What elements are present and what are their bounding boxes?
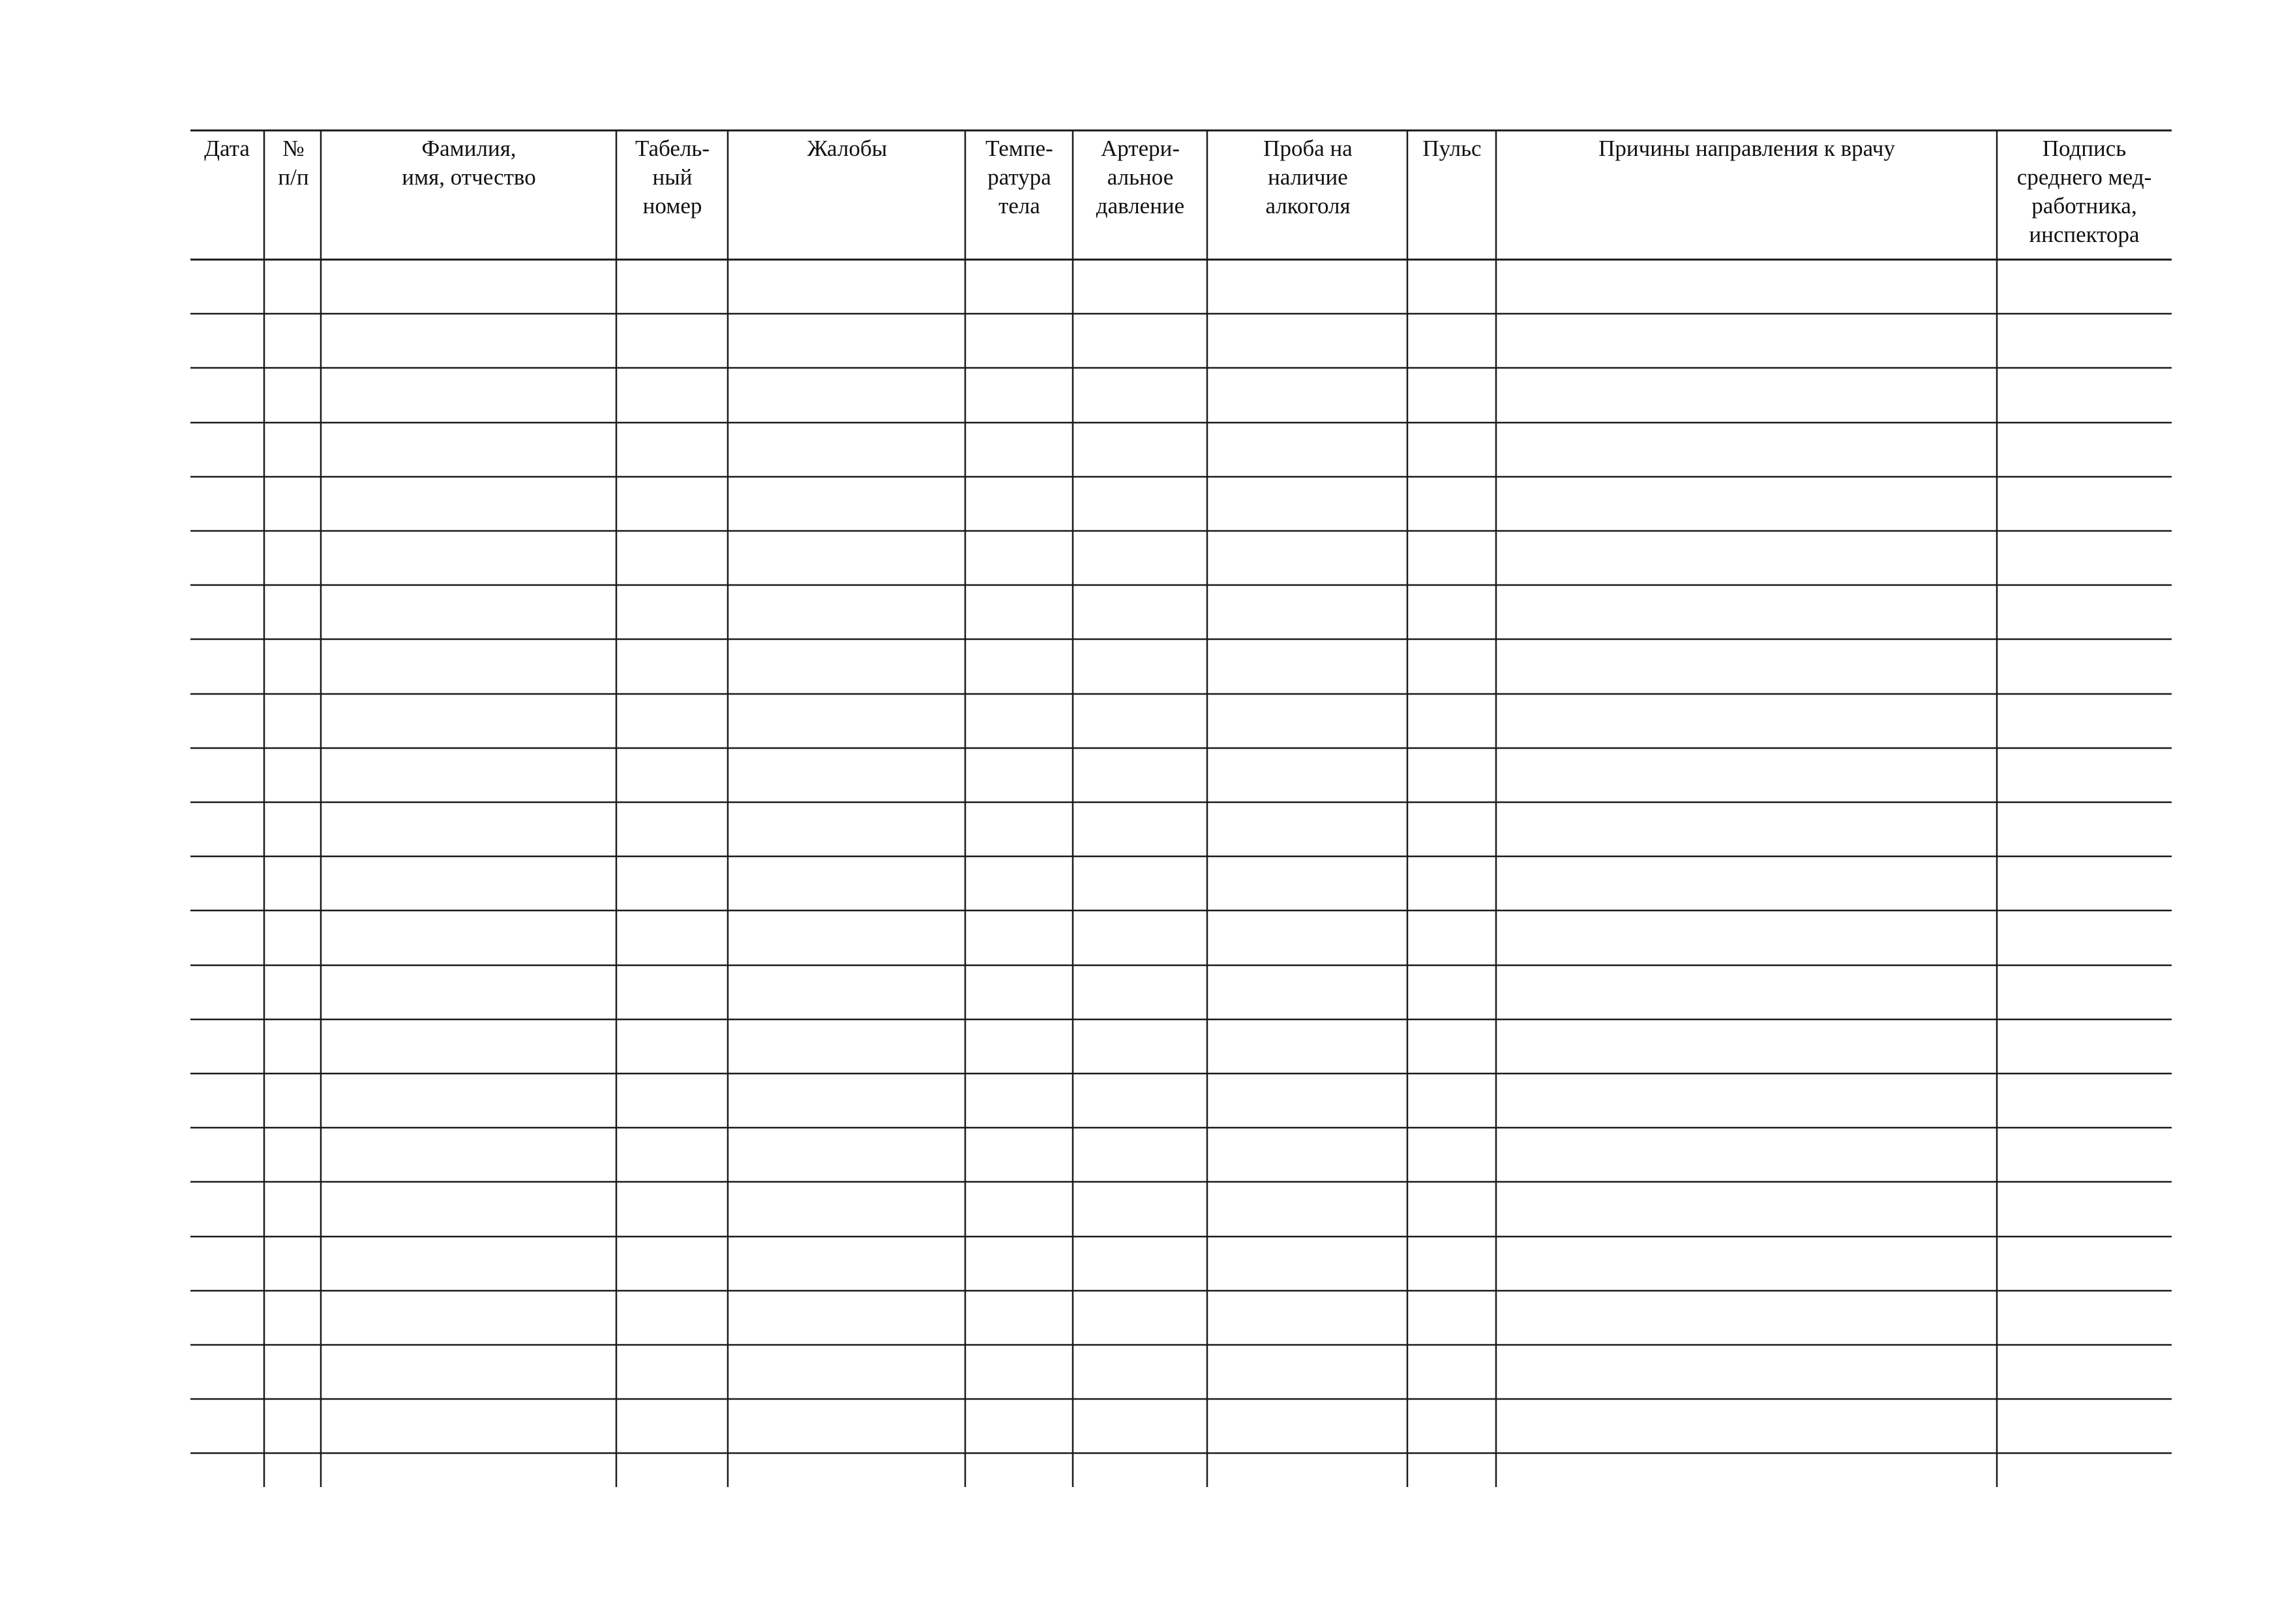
header-date: Дата [204,136,250,161]
header-personnel-number: Табель- ный номер [635,136,710,218]
header-referral-reasons: Причины направления к врачу [1598,136,1895,161]
header-pulse: Пульс [1422,136,1482,161]
header-full-name: Фамилия, имя, отчество [402,136,536,190]
header-complaints: Жалобы [807,136,888,161]
header-number: № п/п [278,136,309,190]
header-blood-pressure: Артери- альное давление [1096,136,1185,218]
header-signature: Подпись среднего мед- работника, инспектора [2016,136,2152,247]
header-alcohol-test: Проба на наличие алкоголя [1263,136,1353,218]
header-temperature: Темпе- ратура тела [985,136,1053,218]
